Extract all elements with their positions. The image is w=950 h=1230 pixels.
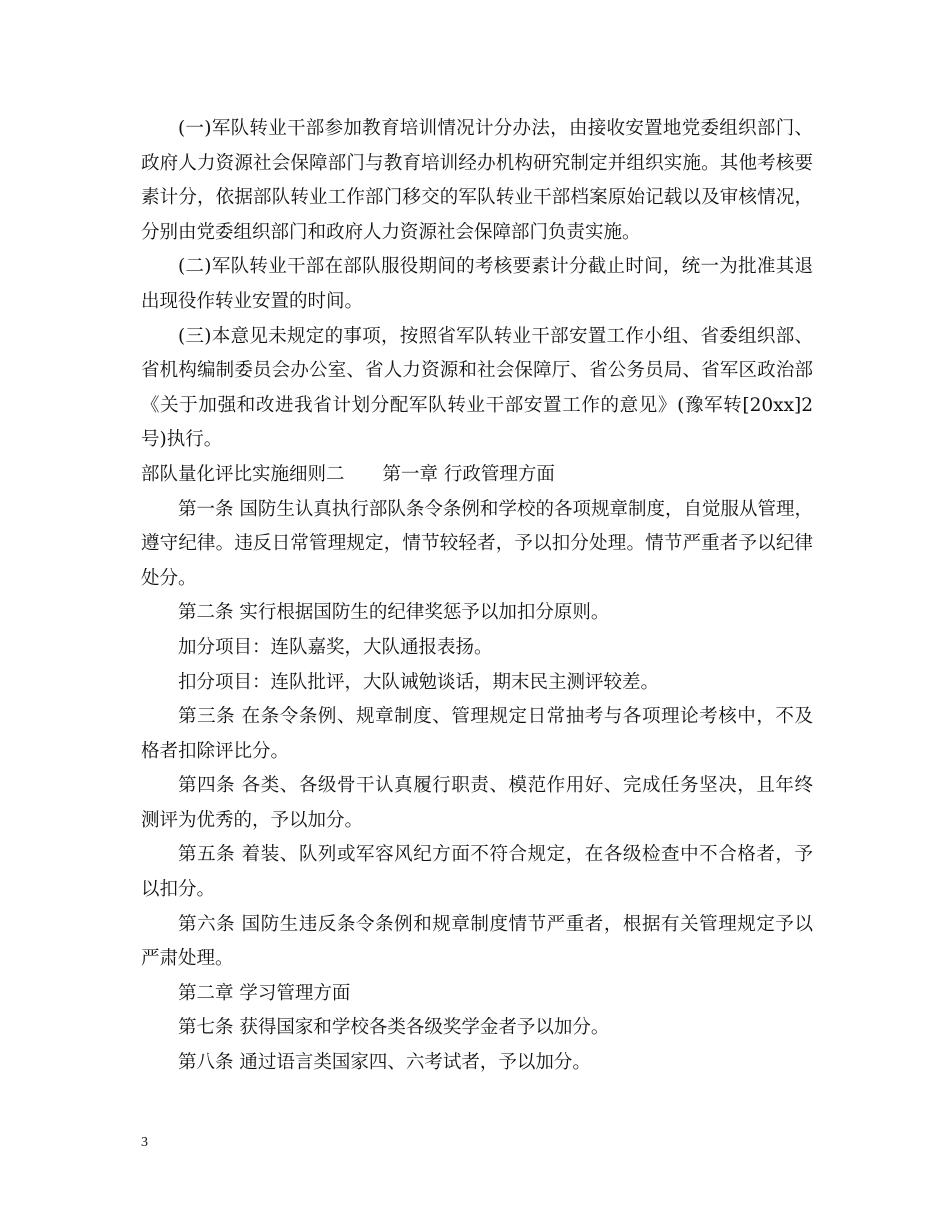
text-line: (三)本意见未规定的事项，按照省军队转业干部安置工作小组、省委组织部、	[178, 325, 813, 347]
text-line: 第五条 着装、队列或军容风纪方面不符合规定，在各级检查中不合格者，予	[178, 844, 813, 866]
text-line: 严肃处理。	[141, 948, 234, 970]
chapter-heading: 第二章 学习管理方面	[178, 982, 351, 1004]
text-line: 第二条 实行根据国防生的纪律奖惩予以加扣分原则。	[178, 602, 610, 624]
document-body	[141, 112, 813, 1081]
text-line: (二)军队转业干部在部队服役期间的考核要素计分截止时间，统一为批准其退	[178, 256, 813, 278]
text-line: 第八条 通过语言类国家四、六考试者，予以加分。	[178, 1052, 591, 1074]
section-heading-line	[141, 458, 813, 493]
text-line: 测评为优秀的，予以加分。	[141, 809, 364, 831]
text-line: 第四条 各类、各级骨干认真履行职责、模范作用好、完成任务坚决，且年终	[178, 775, 813, 797]
text-line: 素计分，依据部队转业工作部门移交的军队转业干部档案原始记载以及审核情况，	[141, 187, 813, 209]
text-line: 分别由党委组织部门和政府人力资源社会保障部门负责实施。	[141, 221, 641, 243]
text-line: 出现役作转业安置的时间。	[141, 290, 364, 312]
text-line: 号)执行。	[141, 429, 223, 451]
text-line: 第一条 国防生认真执行部队条令条例和学校的各项规章制度，自觉服从管理，	[178, 498, 813, 520]
text-line: 第三条 在条令条例、规章制度、管理规定日常抽考与各项理论考核中，不及	[178, 706, 813, 728]
chapter-heading: 第一章 行政管理方面	[382, 463, 555, 485]
text-line: (一)军队转业干部参加教育培训情况计分办法，由接收安置地党委组织部门、	[178, 118, 813, 139]
text-line: 扣分项目：连队批评，大队诫勉谈话，期末民主测评较差。	[178, 671, 660, 693]
text-line: 第七条 获得国家和学校各类各级奖学金者予以加分。	[178, 1017, 610, 1039]
text-line: 以扣分。	[141, 879, 216, 901]
text-line: 省机构编制委员会办公室、省人力资源和社会保障厅、省公务员局、省军区政治部	[141, 360, 813, 382]
text-line: 第六条 国防生违反条令条例和规章制度情节严重者，根据有关管理规定予以	[178, 913, 813, 935]
text-line: 处分。	[141, 567, 197, 589]
document-subtitle: 部队量化评比实施细则二	[141, 463, 345, 485]
text-line: 加分项目：连队嘉奖，大队通报表扬。	[178, 636, 493, 658]
text-line: 遵守纪律。违反日常管理规定，情节较轻者，予以扣分处理。情节严重者予以纪律	[141, 533, 813, 555]
page-number: 3	[141, 1135, 148, 1150]
text-line: 格者扣除评比分。	[141, 740, 290, 762]
text-line: 政府人力资源社会保障部门与教育培训经办机构研究制定并组织实施。其他考核要	[141, 152, 813, 174]
text-line: 《关于加强和改进我省计划分配军队转业干部安置工作的意见》(豫军转[20xx]2	[141, 394, 813, 416]
